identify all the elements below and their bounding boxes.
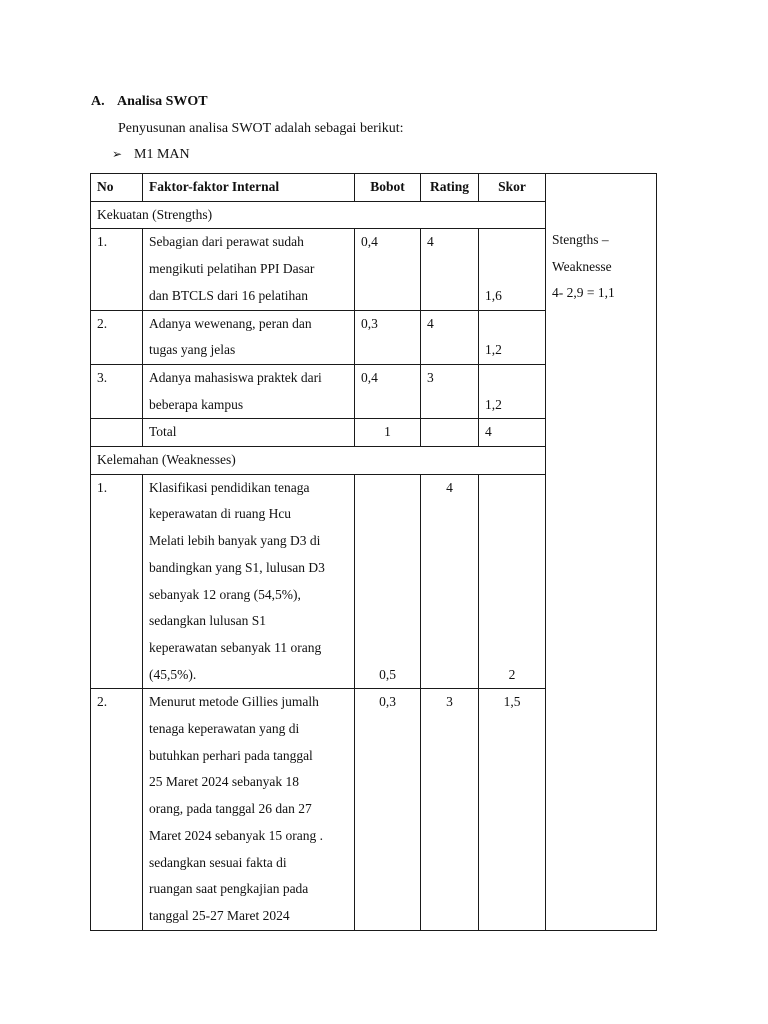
section-letter: A. [91, 94, 105, 109]
weaknesses-title: Kelemahan (Weaknesses) [91, 447, 546, 475]
side-note-cell [546, 174, 657, 931]
table-header-row [91, 174, 657, 202]
section-title: Analisa SWOT [117, 94, 208, 109]
row-factor: Adanya wewenang, peran dan tugas yang jelas [143, 310, 355, 364]
row-number: 1. [91, 229, 143, 310]
row-rating: 3 [421, 364, 479, 418]
row-skor: 1,2 [479, 364, 546, 418]
row-number: 2. [91, 310, 143, 364]
row-bobot: 0,5 [355, 474, 421, 689]
row-skor: 1,6 [479, 229, 546, 310]
row-skor: 2 [479, 474, 546, 689]
row-number: 2. [91, 689, 143, 930]
header-no: No [91, 174, 143, 202]
arrow-bullet-icon: ➢ [112, 147, 123, 161]
row-number: 1. [91, 474, 143, 689]
total-skor: 4 [479, 419, 546, 447]
header-bobot: Bobot [355, 174, 421, 202]
strengths-title: Kekuatan (Strengths) [91, 201, 546, 229]
row-bobot: 0,4 [355, 364, 421, 418]
side-note-line1: Stengths – [552, 232, 609, 247]
header-rating: Rating [421, 174, 479, 202]
row-rating: 3 [421, 689, 479, 930]
bullet-text: M1 MAN [134, 147, 190, 162]
header-skor: Skor [479, 174, 546, 202]
side-note-line2: Weaknesse [552, 258, 612, 274]
row-bobot: 0,4 [355, 229, 421, 310]
intro-text: Penyusunan analisa SWOT adalah sebagai berikut: [118, 121, 404, 136]
total-label: Total [143, 419, 355, 447]
row-number: 3. [91, 364, 143, 418]
row-rating: 4 [421, 474, 479, 689]
row-rating: 4 [421, 229, 479, 310]
side-note-line3: 4- 2,9 = 1,1 [552, 285, 615, 301]
row-factor: Sebagian dari perawat sudah mengikuti pelatihan PPI Dasar dan BTCLS dari 16 pelatihan [143, 229, 355, 310]
bullet-item [112, 147, 190, 163]
row-factor: Menurut metode Gillies jumalh tenaga keperawatan yang di butuhkan perhari pada tanggal 25 Maret 2024 sebanyak 18 orang, pada tanggal 26 dan 27 Maret 2024 sebanyak 15 orang . sedangkan sesuai fakta di ruangan saat pengkajian pada tanggal 25-27 Maret 2024 [143, 689, 355, 930]
section-heading [91, 94, 208, 110]
row-bobot: 0,3 [355, 310, 421, 364]
swot-table [90, 173, 657, 931]
row-skor: 1,5 [479, 689, 546, 930]
row-bobot: 0,3 [355, 689, 421, 930]
row-factor: Klasifikasi pendidikan tenaga keperawatan di ruang Hcu Melati lebih banyak yang D3 di bandingkan yang S1, lulusan D3 sebanyak 12 orang (54,5%), sedangkan lulusan S1 keperawatan sebanyak 11 orang (45,5%). [143, 474, 355, 689]
row-factor: Adanya mahasiswa praktek dari beberapa kampus [143, 364, 355, 418]
row-rating: 4 [421, 310, 479, 364]
total-bobot: 1 [355, 419, 421, 447]
header-factor: Faktor-faktor Internal [143, 174, 355, 202]
row-skor: 1,2 [479, 310, 546, 364]
